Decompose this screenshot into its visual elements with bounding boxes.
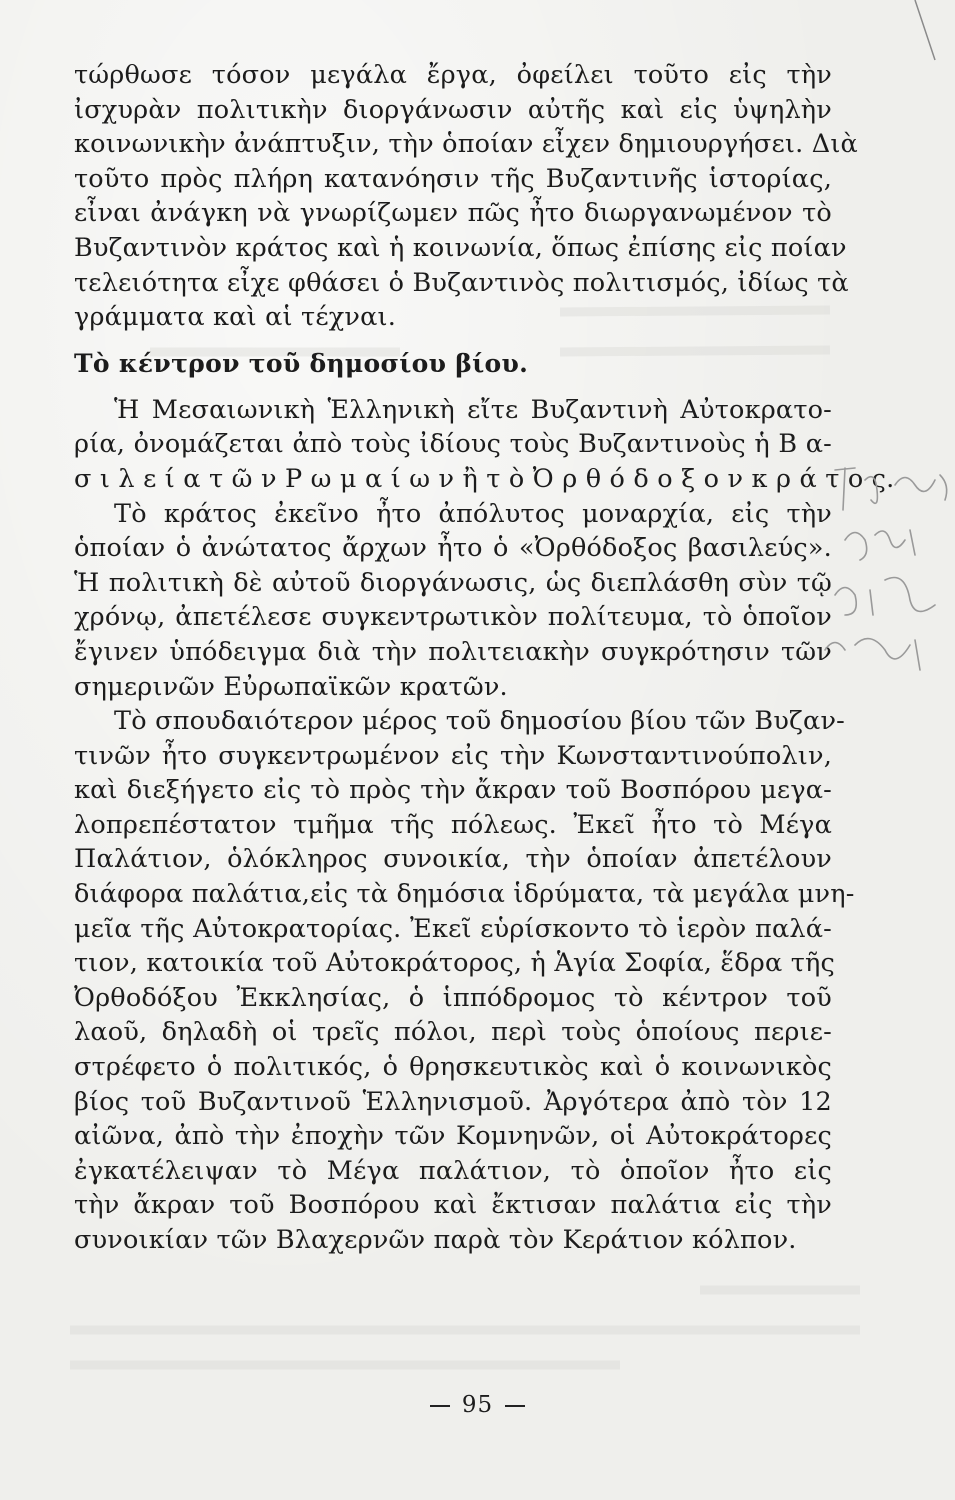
corner-pencil-mark [845,0,955,110]
text-line: ὁποίαν ὁ ἀνώτατος ἄρχων ἦτο ὁ «Ὀρθόδοξος βασιλεύς». [74,533,832,564]
text-line: Ἡ Μεσαιωνικὴ Ἑλληνικὴ εἴτε Βυζαντινὴ Αὐτοκρατο- [114,394,832,425]
text-line: γράμματα καὶ αἱ τέχναι. [74,302,397,333]
page-number: 95 [461,1392,494,1418]
text-line: Ἡ πολιτικὴ δὲ αὐτοῦ διοργάνωσις, ὡς διεπλάσθη σὺν τῷ [74,567,832,598]
text-line: ἐγκατέλειψαν τὸ Μέγα παλάτιον, τὸ ὁποῖον ἦτο εἰς [74,1155,832,1186]
text-line: αἰῶνα, ἀπὸ τὴν ἐποχὴν τῶν Κομνηνῶν, οἱ Αὐτοκράτορες [74,1121,832,1152]
dash-right [505,1405,525,1407]
text-line: εἶναι ἀνάγκη νὰ γνωρίζωμεν πῶς ἦτο διωργανωμένον τὸ [74,198,832,229]
text-line: τελειότητα εἶχε φθάσει ὁ Βυζαντινὸς πολιτισμός, ἰδίως τὰ [74,267,849,298]
text-line: σ ι λ ε ί α τ ῶ ν Ρ ω μ α ί ω ν ἢ τ ὸ Ὀ ρ θ ό δ ο ξ ο ν κ ρ ά τ ο ς. [74,463,895,494]
dash-left [430,1405,450,1407]
text-line: στρέφετο ὁ πολιτικός, ὁ θρησκευτικὸς καὶ ὁ κοινωνικὸς [74,1052,832,1083]
handwritten-margin-notes [815,430,955,710]
text-line: λοπρεπέστατον τμῆμα τῆς πόλεως. Ἐκεῖ ἦτο τὸ Μέγα [74,809,832,840]
text-line: Παλάτιον, ὁλόκληρος συνοικία, τὴν ὁποίαν ἀπετέλουν [74,844,832,875]
text-line: Ὀρθοδόξου Ἐκκλησίας, ὁ ἱππόδρομος τὸ κέντρον τοῦ [74,982,832,1013]
page-number-footer [0,1392,955,1418]
text-line: Τὸ κράτος ἐκεῖνο ἦτο ἀπόλυτος μοναρχία, εἰς τὴν [114,498,832,529]
text-line: σημερινῶν Εὐρωπαϊκῶν κρατῶν. [74,671,508,702]
text-line: ἰσχυρὰν πολιτικὴν διοργάνωσιν αὐτῆς καὶ εἰς ὑψηλὴν [74,94,832,125]
section-heading: Τὸ κέντρον τοῦ δημοσίου βίου. [74,348,529,378]
text-line: χρόνῳ, ἀπετέλεσε συγκεντρωτικὸν πολίτευμα, τὸ ὁποῖον [74,602,832,633]
text-line: συνοικίαν τῶν Βλαχερνῶν παρὰ τὸν Κεράτιον κόλπον. [74,1225,797,1255]
text-line: ρία, ὀνομάζεται ἀπὸ τοὺς ἰδίους τοὺς Βυζαντινοὺς ἡ Β α- [74,429,832,460]
text-line: βίος τοῦ Βυζαντινοῦ Ἑλληνισμοῦ. Ἀργότερα ἀπὸ τὸν 12 [74,1086,832,1117]
text-line: μεῖα τῆς Αὐτοκρατορίας. Ἐκεῖ εὑρίσκοντο τὸ ἱερὸν παλά- [74,913,832,944]
text-line: τινῶν ἦτο συγκεντρωμένον εἰς τὴν Κωνσταντινούπολιν, [74,740,832,771]
text-line: ἔγινεν ὑπόδειγμα διὰ τὴν πολιτειακὴν συγκρότησιν τῶν [74,636,832,667]
text-line: Βυζαντινὸν κράτος καὶ ἡ κοινωνία, ὅπως ἐπίσης εἰς ποίαν [74,232,847,263]
text-line: καὶ διεξήγετο εἰς τὸ πρὸς τὴν ἄκραν τοῦ Βοσπόρου μεγα- [74,775,832,806]
text-line: τώρθωσε τόσον μεγάλα ἔργα, ὀφείλει τοῦτο εἰς τὴν [74,60,832,90]
text-line: τιον, κατοικία τοῦ Αὐτοκράτορος, ἡ Ἁγία Σοφία, ἕδρα τῆς [74,948,835,979]
text-line: κοινωνικὴν ἀνάπτυξιν, τὴν ὁποίαν εἶχεν δημιουργήσει. Διὰ [74,129,858,160]
text-line: διάφορα παλάτια,εἰς τὰ δημόσια ἱδρύματα, τὰ μεγάλα μνη- [74,879,855,910]
text-line: λαοῦ, δηλαδὴ οἱ τρεῖς πόλοι, περὶ τοὺς ὁποίους περιε- [74,1017,832,1048]
text-line: τοῦτο πρὸς πλήρη κατανόησιν τῆς Βυζαντινῆς ἱστορίας, [74,163,832,194]
text-line: τὴν ἄκραν τοῦ Βοσπόρου καὶ ἔκτισαν παλάτια εἰς τὴν [74,1190,832,1221]
page-text [74,58,895,1258]
text-line: Τὸ σπουδαιότερον μέρος τοῦ δημοσίου βίου τῶν Βυζαν- [114,706,845,737]
